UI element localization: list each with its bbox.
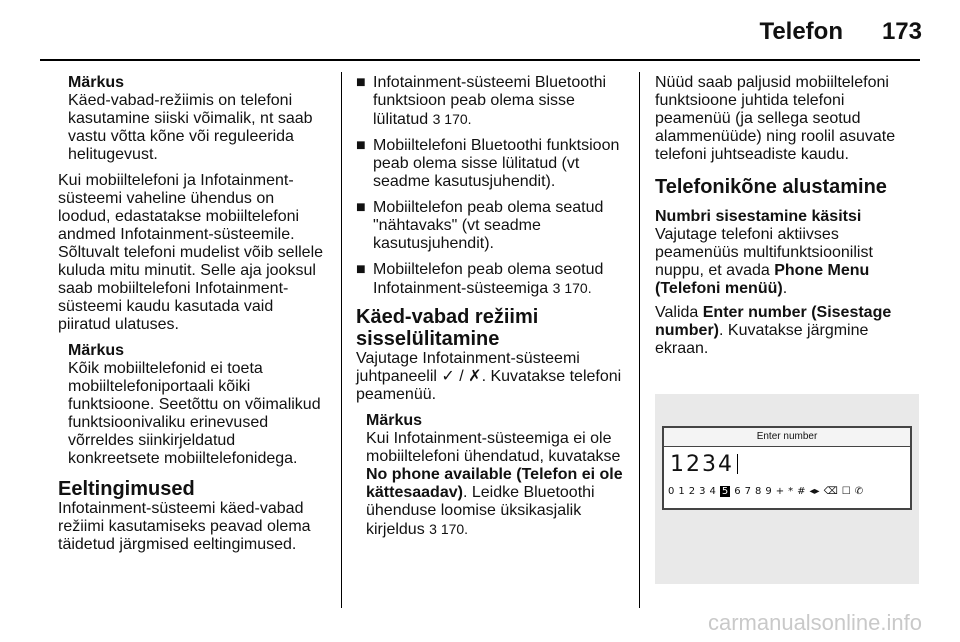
- note-line: No phone available (Telefon ei ole: [366, 466, 623, 483]
- keypad-key: 0: [668, 486, 675, 497]
- text-line: Mobiiltelefon peab olema seatud: [373, 199, 604, 216]
- note-line: kasutamine siiski võimalik, nt saab: [68, 110, 313, 127]
- text-line: kasutusjuhendit).: [373, 235, 494, 252]
- text-line: [373, 110, 636, 129]
- note-line: Kõik mobiiltelefonid ei toeta: [68, 360, 263, 377]
- text-line: täidetud järgmised eeltingimused.: [58, 536, 297, 553]
- screen-title: Enter number: [664, 428, 910, 447]
- keypad-key: 5: [721, 486, 729, 497]
- page-reference: 3 170.: [432, 111, 472, 127]
- keypad-key: ◂▸: [809, 486, 820, 497]
- paragraph: [58, 172, 334, 334]
- text-line: Mobiiltelefoni Bluetoothi funktsioon: [373, 137, 620, 154]
- text-line: funktsioon peab olema sisse: [373, 92, 575, 109]
- section-heading: Eeltingimused: [58, 478, 195, 500]
- header-rule: [40, 59, 920, 61]
- note-box-2: [58, 342, 334, 468]
- watermark: carmanualsonline.info: [707, 610, 922, 635]
- keypad-key: 8: [755, 486, 762, 497]
- note-line: võrreldes siinkirjeldatud: [68, 432, 236, 449]
- keypad-key: 1: [678, 486, 685, 497]
- text-line: ekraan.: [655, 340, 709, 357]
- keypad-key: 7: [744, 486, 751, 497]
- text-line: [655, 304, 923, 322]
- text-line: funktsioone juhtida telefoni: [655, 92, 845, 109]
- text-line: [655, 262, 923, 280]
- list-item: [356, 74, 636, 129]
- menu-name: number): [655, 322, 719, 339]
- text-span: lülitatud: [373, 111, 429, 128]
- text-line: Vajutage telefoni aktiivses: [655, 226, 839, 243]
- menu-name: Phone Menu: [774, 262, 870, 279]
- text-span: Valida: [655, 304, 699, 321]
- text-line: [655, 322, 923, 340]
- keypad-key: *: [788, 486, 794, 497]
- text-line: [373, 279, 636, 298]
- note-box-1: [58, 74, 334, 164]
- note-line: Käed-vabad-režiimis on telefoni: [68, 92, 293, 109]
- column-1: [58, 74, 334, 554]
- note-line: helitugevust.: [68, 146, 158, 163]
- text-line: kuluda mitu minutit. Selle aja jooksul: [58, 262, 316, 279]
- keypad-key: +: [775, 486, 785, 497]
- text-line: seadme kasutusjuhendit).: [373, 173, 556, 190]
- text-line: peamenüü (ja sellega seotud: [655, 110, 861, 127]
- text-line: "nähtavaks" (vt seadme: [373, 217, 541, 234]
- column-3: [655, 74, 923, 358]
- menu-name: Enter number (Sisestage: [702, 304, 892, 321]
- text-line: [356, 368, 636, 386]
- text-line: peamenüü.: [356, 386, 437, 403]
- bullet-icon: ■: [356, 137, 366, 154]
- page-number: 173: [881, 18, 922, 45]
- note-title: Märkus: [68, 74, 125, 91]
- page-reference: 3 170.: [429, 521, 469, 537]
- text-span: . Kuvatakse järgmine: [719, 322, 869, 339]
- keypad-key: 2: [688, 486, 696, 497]
- number-display: [670, 452, 738, 477]
- section-heading: Telefonikõne alustamine: [655, 176, 887, 198]
- text-line: andmed Infotainment-süsteemile.: [58, 226, 295, 243]
- text-line: peab olema sisse lülitatud (vt: [373, 155, 580, 172]
- keypad-key: ☐: [841, 486, 851, 497]
- text-line: piiratud ulatuses.: [58, 316, 179, 333]
- keypad-key: ⌫: [823, 486, 838, 497]
- text-span: juhtpaneelil: [356, 368, 437, 385]
- page-header: [0, 0, 960, 62]
- note-line: konkreetsete mobiiltelefonidega.: [68, 450, 298, 467]
- list-item: [356, 137, 636, 191]
- screen-panel: [662, 426, 912, 510]
- text-span: .: [782, 280, 788, 297]
- text-line: telefoni juhtseadiste kaudu.: [655, 146, 849, 163]
- bullet-icon: ■: [356, 261, 366, 278]
- text-span: nuppu, et avada: [655, 262, 770, 279]
- bullet-icon: ■: [356, 199, 366, 216]
- section-heading: sisselülitamine: [356, 328, 500, 350]
- keypad-key: #: [797, 486, 806, 497]
- column-divider-1: [341, 72, 342, 608]
- note-line: [366, 484, 636, 502]
- keypad-key: 3: [699, 486, 706, 497]
- text-line: Nüüd saab paljusid mobiiltelefoni: [655, 74, 889, 91]
- note-line: [366, 520, 636, 539]
- text-line: Vajutage Infotainment-süsteemi: [356, 350, 580, 367]
- keypad-key: 9: [765, 486, 772, 497]
- text-line: režiimi kasutamiseks peavad olema: [58, 518, 311, 535]
- text-span: kättesaadav): [366, 484, 463, 501]
- keypad-key: ✆: [854, 486, 864, 497]
- text-span: kirjeldus: [366, 521, 425, 538]
- menu-name: (Telefoni menüü): [655, 280, 783, 297]
- text-line: Infotainment-süsteemi Bluetoothi: [373, 74, 607, 91]
- note-line: funktsioonivaliku erinevused: [68, 414, 269, 431]
- keypad-key: 6: [734, 486, 741, 497]
- text-cursor: [737, 454, 738, 474]
- note-line: Kui Infotainment-süsteemiga ei ole: [366, 430, 612, 447]
- text-line: Sõltuvalt telefoni mudelist võib sellele: [58, 244, 324, 261]
- text-line: süsteemi kaudu kasutada vaid: [58, 298, 274, 315]
- note-line: ühenduse loomise üksikasjalik: [366, 502, 582, 519]
- text-line: süsteemi vaheline ühendus on: [58, 190, 275, 207]
- list-item: [356, 261, 636, 298]
- phone-toggle-icon: ✓ / ✗: [441, 368, 482, 385]
- text-span: Infotainment-süsteemiga: [373, 280, 549, 297]
- text-line: Kui mobiiltelefoni ja Infotainment-: [58, 172, 294, 189]
- note-title: Märkus: [68, 342, 125, 359]
- keypad-key: 4: [709, 486, 716, 497]
- text-line: [655, 280, 923, 298]
- text-line: alammenüüde) ning roolil asuvate: [655, 128, 896, 145]
- text-line: saab mobiiltelefoni Infotainment-: [58, 280, 289, 297]
- note-box-3: [356, 412, 636, 539]
- page-reference: 3 170.: [552, 280, 592, 296]
- header-title: Telefon: [759, 18, 843, 45]
- text-line: Mobiiltelefon peab olema seotud: [373, 261, 604, 278]
- text-line: Infotainment-süsteemi käed-vabad: [58, 500, 304, 517]
- column-2: [356, 74, 636, 539]
- note-line: funktsioone. Seetõttu on võimalikud: [68, 396, 321, 413]
- text-span: . Kuvatakse telefoni: [481, 368, 622, 385]
- entered-number: 1234: [670, 452, 734, 477]
- keypad-row: [668, 486, 867, 497]
- text-line: loodud, edastatakse mobiiltelefoni: [58, 208, 300, 225]
- bullet-icon: ■: [356, 74, 366, 91]
- text-line: peamenüüs multifunktsioonilist: [655, 244, 873, 261]
- section-heading: Käed-vabad režiimi: [356, 306, 539, 328]
- subsection-heading: Numbri sisestamine käsitsi: [655, 208, 862, 225]
- requirements-list: [356, 74, 636, 298]
- enter-number-screen: [655, 394, 919, 584]
- note-line: mobiiltelefoniportaali kõiki: [68, 378, 251, 395]
- note-title: Märkus: [366, 412, 423, 429]
- list-item: [356, 199, 636, 253]
- text-span: . Leidke Bluetoothi: [462, 484, 595, 501]
- note-line: vastu võtta kõne või reguleerida: [68, 128, 294, 145]
- column-divider-2: [639, 72, 640, 608]
- note-line: mobiiltelefoni ühendatud, kuvatakse: [366, 448, 621, 465]
